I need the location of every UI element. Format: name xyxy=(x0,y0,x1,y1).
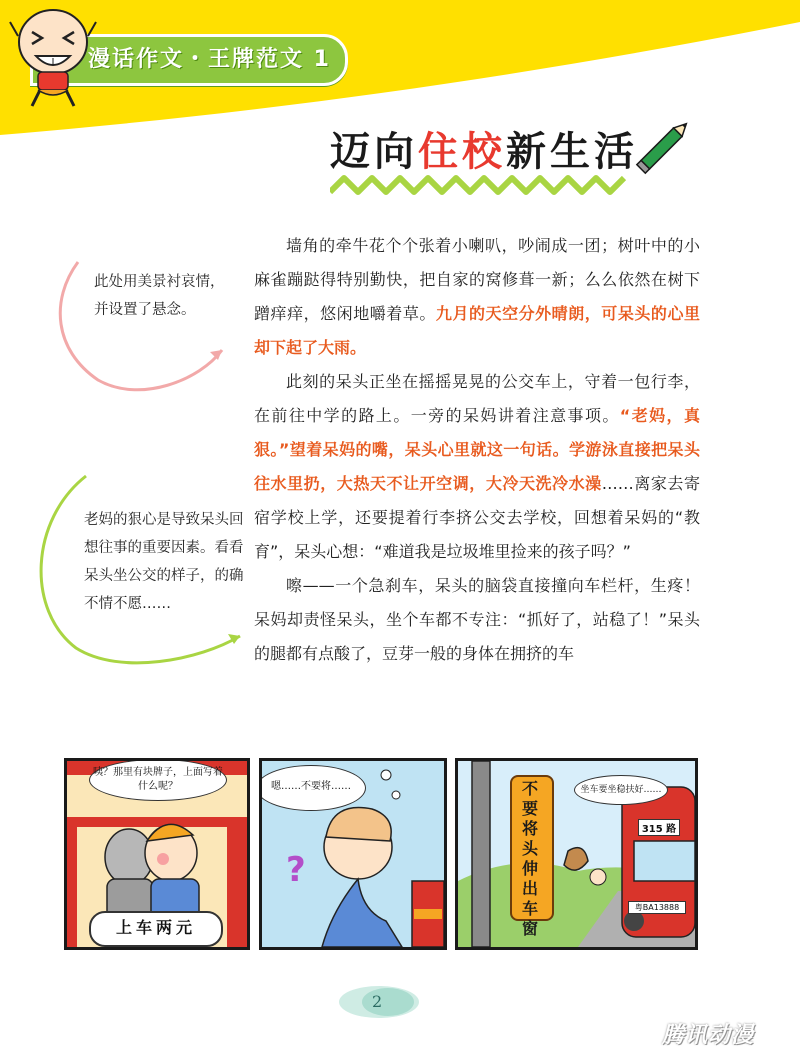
paragraph-1-text: 墙角的牵牛花个个张着小喇叭，吵闹成一团；树叶中的小麻雀蹦跶得特别勤快，把自家的窝修葺一新；么么依然在树下蹭痒痒，悠闲地嚼着草。 xyxy=(254,236,700,323)
paragraph-1-highlight: 九月的天空分外晴朗，可呆头的心里却下起了大雨。 xyxy=(254,304,700,357)
paragraph-2-text: 此刻的呆头正坐在摇摇晃晃的公交车上，守着一包行李，在前往中学的路上。一旁的呆妈讲着注意事项。 xyxy=(254,372,700,425)
svg-text:?: ? xyxy=(286,850,306,890)
fare-sign: 上车两元 xyxy=(89,911,223,947)
title-part-3: 新生活 xyxy=(506,129,638,175)
series-title: 漫话作文・王牌范文 1 xyxy=(88,47,331,72)
paragraph-2-highlight: “老妈，真狠。”望着呆妈的嘴，呆头心里就这一句话。学游泳直接把呆头往水里扔，大热天不让开空调，大冷天洗冷水澡 xyxy=(254,406,700,493)
title-part-1: 迈向 xyxy=(330,129,418,175)
license-plate: 粤BA13888 xyxy=(628,901,686,914)
article-body xyxy=(254,229,700,671)
panel-1-speech-bubble: 咦？那里有块牌子，上面写着什么呢？ xyxy=(89,759,227,801)
panel-3-speech-bubble: 坐车要坐稳扶好…… xyxy=(574,775,668,805)
side-note-2: 老妈的狠心是导致呆头回想往事的重要因素。看看呆头坐公交的样子，的确不情不愿…… xyxy=(84,512,244,612)
comic-panel-2 xyxy=(259,758,447,950)
watermark-logo: 腾讯动漫 xyxy=(662,1023,755,1048)
page-number: 2 xyxy=(372,992,383,1011)
article-title xyxy=(330,120,638,177)
title-part-2: 住校 xyxy=(418,129,506,175)
pencil-icon xyxy=(628,112,698,182)
paragraph-2 xyxy=(254,365,700,569)
bus-route-number: 315 路 xyxy=(638,819,680,836)
comic-panel-3 xyxy=(455,758,698,950)
paragraph-3 xyxy=(254,569,700,671)
side-note-1: 此处用美景衬哀情，并设置了悬念。 xyxy=(94,274,225,318)
paragraph-1 xyxy=(254,229,700,365)
warning-sign-text: 不要将头伸出车窗 xyxy=(521,779,538,938)
comic-panel-1 xyxy=(64,758,250,950)
paragraph-2-text-b: ……离家去寄宿学校上学，还要提着行李挤公交去学校，回想着呆妈的“教育”，呆头心想：“难道我是垃圾堆里捡来的孩子吗？” xyxy=(254,474,700,561)
panel-2-speech-bubble: 嗯……不要将…… xyxy=(259,765,366,811)
title-zigzag-underline xyxy=(330,172,630,198)
paragraph-3-text: 嚓——一个急刹车，呆头的脑袋直接撞向车栏杆，生疼！呆妈却责怪呆头，坐个车都不专注：“抓好了，站稳了！”呆头的腿都有点酸了，豆芽一般的身体在拥挤的车 xyxy=(254,576,700,663)
